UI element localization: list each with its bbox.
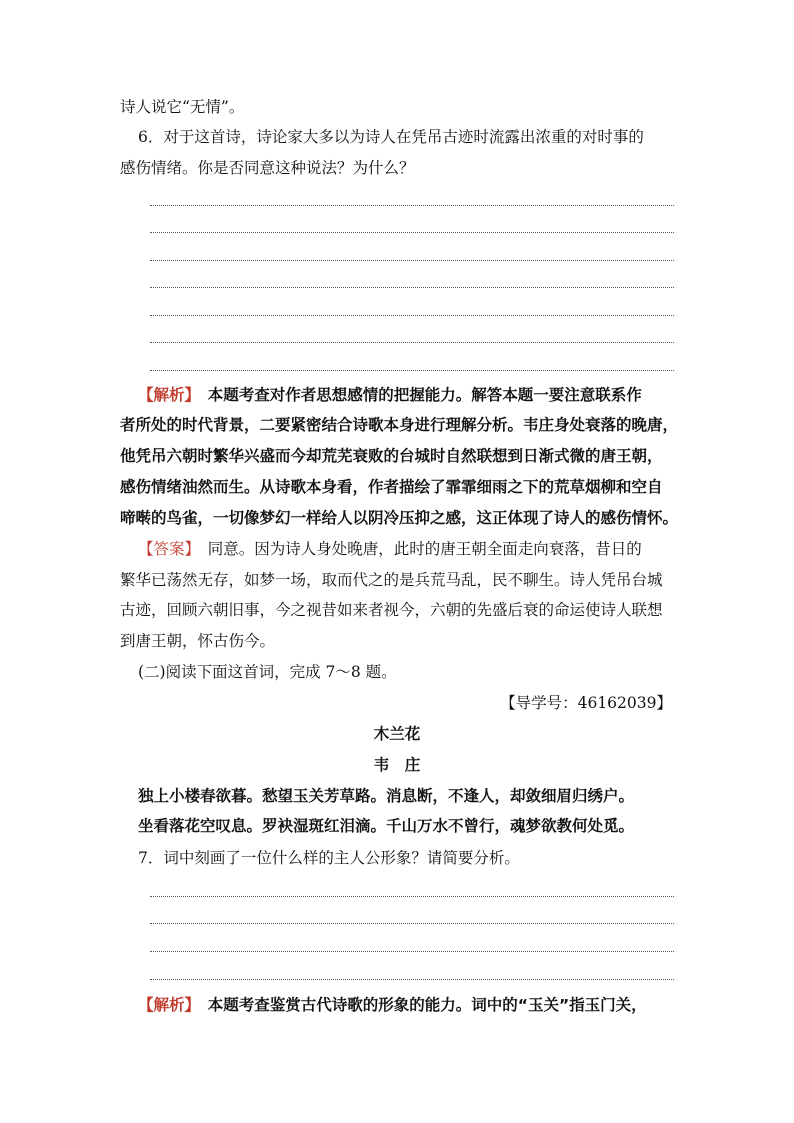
answer-rule xyxy=(150,951,674,952)
analysis-line-5: 啼啭的鸟雀，一切像梦幻一样给人以阴冷压抑之感，这正体现了诗人的感伤情怀。 xyxy=(120,509,679,527)
question-6-line-2: 感伤情绪。你是否同意这种说法？为什么？ xyxy=(120,159,415,177)
analysis-line-1 xyxy=(138,385,698,405)
answer-line-2: 繁华已荡然无存，如梦一场，取而代之的是兵荒马乱，民不聊生。诗人凭吊台城 xyxy=(120,571,663,589)
answer-rule xyxy=(150,370,674,371)
poem-title: 木兰花 xyxy=(373,725,421,743)
answer-rule xyxy=(150,287,674,288)
analysis-tag: 【解析】 xyxy=(138,386,193,404)
answer-text: 同意。因为诗人身处晚唐，此时的唐王朝全面走向衰落，昔日的 xyxy=(207,540,642,558)
answer-rule xyxy=(150,205,674,206)
answer-line-3: 古迹，回顾六朝旧事，今之视昔如来者视今，六朝的先盛后衰的命运使诗人联想 xyxy=(120,601,663,619)
answer-rule xyxy=(150,260,674,261)
answer-line-1 xyxy=(138,539,698,559)
poem-line-2: 坐看落花空叹息。罗袂湿斑红泪滴。千山万水不曾行，魂梦欲教何处觅。 xyxy=(138,817,635,835)
poem-line-1: 独上小楼春欲暮。愁望玉关芳草路。消息断，不逢人，却敛细眉归绣户。 xyxy=(138,787,635,805)
text-line: 诗人说它“无情”。 xyxy=(120,98,245,116)
analysis-2-line-1 xyxy=(138,995,698,1015)
guide-number: 【导学号：46162039】 xyxy=(500,694,672,712)
analysis-line-3: 他凭吊六朝时繁华兴盛而今却荒芜衰败的台城时自然联想到日渐式微的唐王朝， xyxy=(120,447,663,465)
section-heading: (二)阅读下面这首词，完成 7～8 题。 xyxy=(138,663,397,681)
answer-rule xyxy=(150,896,674,897)
answer-rule xyxy=(150,342,674,343)
analysis-tag: 【解析】 xyxy=(138,996,193,1014)
analysis-line-4: 感伤情绪油然而生。从诗歌本身看，作者描绘了霏霏细雨之下的荒草烟柳和空自 xyxy=(120,478,663,496)
analysis-text: 本题考查鉴赏古代诗歌的形象的能力。词中的“玉关”指玉门关， xyxy=(207,996,647,1014)
analysis-text: 本题考查对作者思想感情的把握能力。解答本题一要注意联系作 xyxy=(207,386,642,404)
answer-tag: 【答案】 xyxy=(138,540,193,558)
answer-rule xyxy=(150,315,674,316)
answer-rule xyxy=(150,979,674,980)
analysis-line-2: 者所处的时代背景，二要紧密结合诗歌本身进行理解分析。韦庄身处衰落的晚唐， xyxy=(120,416,679,434)
answer-rule xyxy=(150,923,674,924)
poem-author: 韦 庄 xyxy=(373,756,421,774)
question-7: 7．词中刻画了一位什么样的主人公形象？请简要分析。 xyxy=(138,849,520,867)
answer-line-4: 到唐王朝，怀古伤今。 xyxy=(120,632,276,650)
question-6-line-1: 6．对于这首诗，诗论家大多以为诗人在凭吊古迹时流露出浓重的对时事的 xyxy=(138,128,644,146)
answer-rule xyxy=(150,232,674,233)
